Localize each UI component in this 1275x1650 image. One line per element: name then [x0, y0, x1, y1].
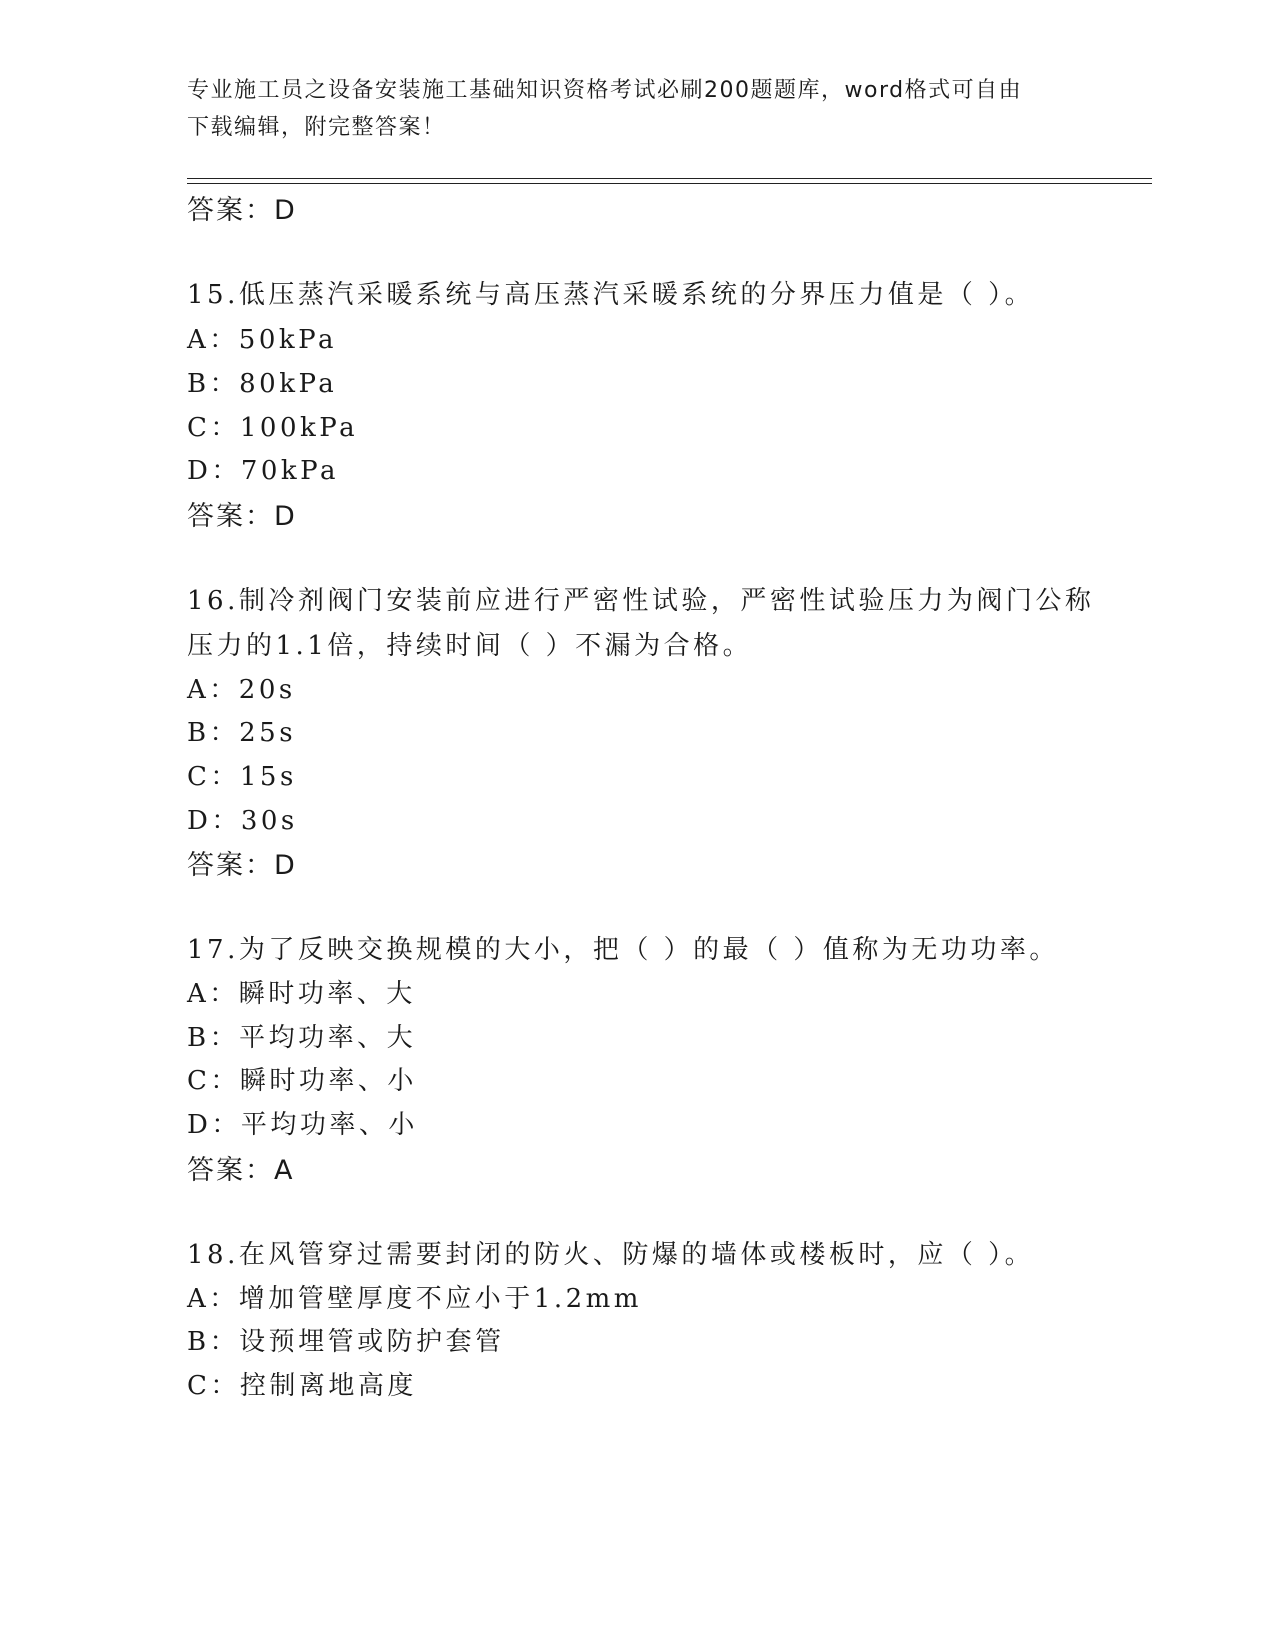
question-18-stem: 18.在风管穿过需要封闭的防火、防爆的墙体或楼板时，应（ ）。 [187, 1240, 1035, 1270]
question-15-answer: 答案：D [187, 501, 297, 532]
question-15-option-b: B：80kPa [187, 369, 338, 399]
header-line-2: 下载编辑，附完整答案！ [187, 115, 446, 140]
document-header [187, 72, 1067, 146]
question-16-option-d: D：30s [187, 806, 298, 836]
question-17-stem: 17.为了反映交换规模的大小，把（ ）的最（ ）值称为无功功率。 [187, 935, 1059, 965]
header-divider-top [187, 178, 1152, 179]
question-18-option-c: C：控制离地高度 [187, 1371, 417, 1401]
question-16-stem-line-2: 压力的1.1倍，持续时间（ ）不漏为合格。 [187, 631, 753, 661]
question-17-option-a: A：瞬时功率、大 [187, 979, 416, 1009]
answer-previous: 答案：D [187, 195, 297, 226]
question-18-option-a: A：增加管壁厚度不应小于1.2mm [187, 1284, 642, 1314]
header-line-1: 专业施工员之设备安装施工基础知识资格考试必刷200题题库，word格式可自由 [187, 78, 1023, 103]
question-15-option-a: A：50kPa [187, 325, 337, 355]
question-15-stem: 15.低压蒸汽采暖系统与高压蒸汽采暖系统的分界压力值是（ ）。 [187, 280, 1035, 310]
question-16-option-c: C：15s [187, 762, 297, 792]
question-17-option-b: B：平均功率、大 [187, 1023, 417, 1053]
question-16-option-a: A：20s [187, 675, 296, 705]
question-16-option-b: B：25s [187, 718, 297, 748]
question-15-option-d: D：70kPa [187, 456, 340, 486]
question-17-option-c: C：瞬时功率、小 [187, 1066, 417, 1096]
question-16-stem-line-1: 16.制冷剂阀门安装前应进行严密性试验，严密性试验压力为阀门公称 [187, 586, 1095, 616]
header-divider-bottom [187, 183, 1152, 184]
question-16-answer: 答案：D [187, 850, 297, 881]
question-18-option-b: B：设预埋管或防护套管 [187, 1327, 505, 1357]
question-15-option-c: C：100kPa [187, 413, 359, 443]
question-17-option-d: D：平均功率、小 [187, 1110, 418, 1140]
question-17-answer: 答案：A [187, 1155, 295, 1186]
